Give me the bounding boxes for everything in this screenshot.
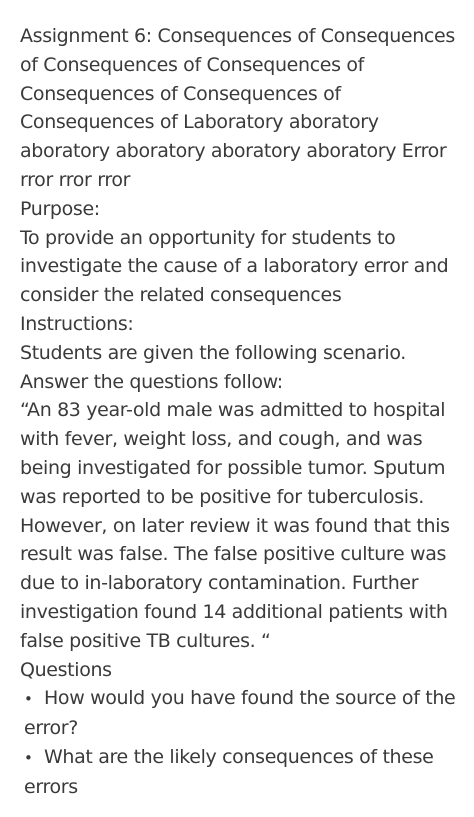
instructions-heading: Instructions: xyxy=(20,312,134,335)
question-item-1 xyxy=(20,684,456,743)
instructions-line-2: Answer the questions follow: xyxy=(20,370,283,393)
question-item-2 xyxy=(20,743,456,802)
assignment-title: Assignment 6: Consequences of Consequences of Consequences of Consequences of Consequences of Consequences of Consequences of Laboratory aboratory aboratory aboratory aboratory aboratory Error rror rror rror xyxy=(20,25,455,191)
scenario-text: “An 83 year-old male was admitted to hospital with fever, weight loss, and cough, and was being investigated for possible tumor. Sputum was reported to be positive for tuberculosis. However, on later review it was found that this result was false. The false positive culture was due to in-laboratory contamination. Further investigation found 14 additional patients with false positive TB cultures. “ xyxy=(20,399,450,652)
purpose-heading: Purpose: xyxy=(20,197,100,220)
bullet-icon: • xyxy=(24,690,33,709)
bullet-icon: • xyxy=(24,748,33,767)
question-text: What are the likely consequences of these errors xyxy=(24,745,434,798)
instructions-line-1: Students are given the following scenario. xyxy=(20,341,406,364)
questions-heading: Questions xyxy=(20,658,112,681)
question-text: How would you have found the source of the error? xyxy=(24,687,456,740)
purpose-text: To provide an opportunity for students to investigate the cause of a laboratory error and consider the related consequences xyxy=(20,226,449,307)
